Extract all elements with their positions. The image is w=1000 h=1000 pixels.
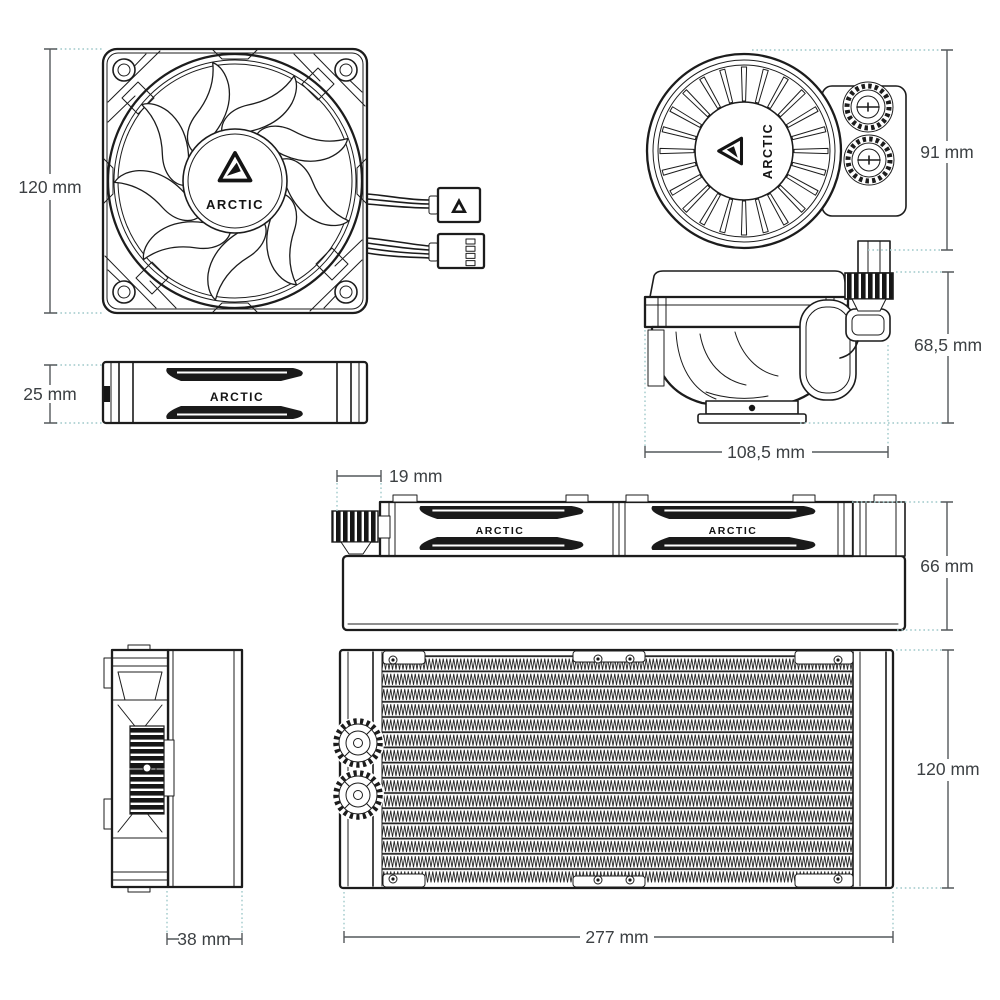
dim-fan-size bbox=[18, 49, 103, 313]
dim-assembly-height-label: 66 mm bbox=[920, 556, 974, 576]
radiator-fan1-brand-label: ARCTIC bbox=[475, 525, 525, 537]
fan-side-view bbox=[103, 362, 367, 423]
pump-side-view bbox=[645, 241, 893, 423]
pwm-connector bbox=[429, 234, 484, 268]
fan-front-view bbox=[103, 49, 484, 313]
fan-hub-brand-label: ARCTIC bbox=[205, 197, 265, 212]
fan-side-brand-label: ARCTIC bbox=[209, 390, 265, 404]
dim-pump-top-label: 91 mm bbox=[920, 142, 974, 162]
dim-radiator-depth-label: 38 mm bbox=[177, 929, 231, 949]
fan-cables bbox=[367, 194, 429, 258]
dim-radiator-length bbox=[344, 892, 893, 947]
radiator-fan2-brand-label: ARCTIC bbox=[708, 525, 758, 537]
dim-fan-size-label: 120 mm bbox=[18, 177, 82, 197]
dim-radiator-length-label: 277 mm bbox=[585, 927, 649, 947]
dim-fitting-offset-label: 19 mm bbox=[389, 466, 443, 486]
dim-fan-thickness bbox=[23, 365, 103, 423]
dim-pump-width-label: 108,5 mm bbox=[727, 442, 805, 462]
radiator-end-view bbox=[104, 645, 242, 892]
rgb-connector bbox=[429, 188, 480, 222]
dim-fan-thickness-label: 25 mm bbox=[23, 384, 77, 404]
dim-radiator-height-label: 120 mm bbox=[916, 759, 980, 779]
dim-radiator-height bbox=[896, 650, 980, 888]
pump-top-view bbox=[647, 54, 906, 248]
radiator-assembly-side-view bbox=[332, 495, 905, 630]
dim-radiator-depth bbox=[167, 891, 242, 949]
pump-top-brand-label: ARCTIC bbox=[761, 122, 775, 180]
dim-pump-height-label: 68,5 mm bbox=[913, 335, 983, 355]
radiator-front-view bbox=[332, 650, 893, 888]
